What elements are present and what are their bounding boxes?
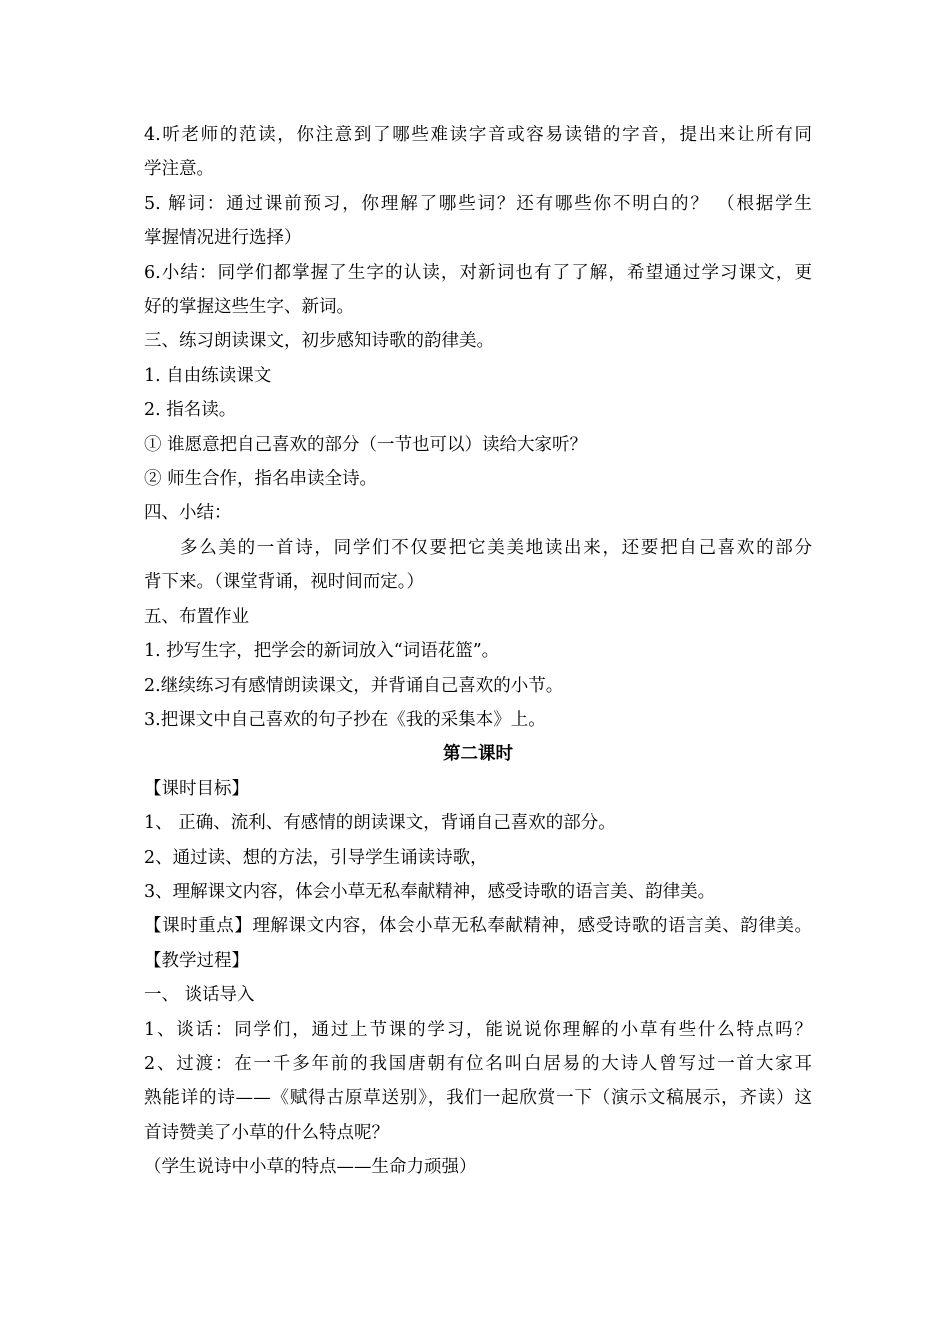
paragraph-line: 学注意。 xyxy=(144,159,214,180)
paragraph-line: 掌握情况进行选择） xyxy=(144,228,302,249)
list-item: 3.把课文中自己喜欢的句子抄在《我的采集本》上。 xyxy=(144,709,546,730)
list-item: 2. 指名读。 xyxy=(144,400,237,421)
list-item: 3、理解课文内容，体会小草无私奉献精神，感受诗歌的语言美、韵律美。 xyxy=(144,881,716,902)
list-item: ① 谁愿意把自己喜欢的部分（一节也可以）读给大家听？ xyxy=(144,434,588,455)
paragraph-line: 1、谈话：同学们，通过上节课的学习，能说说你理解的小草有些什么特点吗？ xyxy=(144,1019,812,1040)
paragraph-line: 4.听老师的范读，你注意到了哪些难读字音或容易读错的字音，提出来让所有同 xyxy=(144,125,812,145)
section-heading: 四、小结： xyxy=(144,503,232,524)
lesson-title: 第二课时 xyxy=(443,744,513,765)
list-item: 1. 抄写生字，把学会的新词放入“词语花篮”。 xyxy=(144,641,500,662)
document-body xyxy=(144,118,812,1185)
section-heading: 一、 谈话导入 xyxy=(144,985,255,1006)
paragraph-line: 5. 解词：通过课前预习，你理解了哪些词？还有哪些你不明白的？ （根据学生 xyxy=(144,193,812,214)
list-item: ② 师生合作，指名串读全诗。 xyxy=(144,469,378,490)
list-item: 2、通过读、想的方法，引导学生诵读诗歌， xyxy=(144,847,488,868)
paragraph-line: 2、过渡：在一千多年前的我国唐朝有位名叫白居易的大诗人曾写过一首大家耳 xyxy=(144,1053,812,1074)
lesson-focus: 【课时重点】理解课文内容，体会小草无私奉献精神，感受诗歌的语言美、韵律美。 xyxy=(144,916,812,937)
list-item: 1. 自由练读课文 xyxy=(144,365,272,386)
paragraph-line: 6.小结：同学们都掌握了生字的认读，对新词也有了了解，希望通过学习课文，更 xyxy=(144,262,812,283)
section-heading: 【教学过程】 xyxy=(144,950,249,971)
paragraph-line: 熟能详的诗——《赋得古原草送别》，我们一起欣赏一下（演示文稿展示，齐读）这 xyxy=(144,1088,812,1109)
paragraph-line: 多么美的一首诗，同学们不仅要把它美美地读出来，还要把自己喜欢的部分 xyxy=(180,537,812,558)
paragraph-line: 背下来。（课堂背诵，视时间而定。） xyxy=(144,572,424,593)
paragraph-line: 首诗赞美了小草的什么特点呢？ xyxy=(144,1122,389,1143)
paragraph-line: （学生说诗中小草的特点——生命力顽强） xyxy=(144,1157,477,1178)
section-heading: 五、布置作业 xyxy=(144,606,249,627)
paragraph-line: 好的掌握这些生字、新词。 xyxy=(144,297,354,318)
list-item: 2.继续练习有感情朗读课文，并背诵自己喜欢的小节。 xyxy=(144,675,564,696)
section-heading: 三、练习朗读课文，初步感知诗歌的韵律美。 xyxy=(144,331,494,352)
section-heading: 【课时目标】 xyxy=(144,778,249,799)
list-item: 1、 正确、流利、有感情的朗读课文，背诵自己喜欢的部分。 xyxy=(144,813,616,834)
